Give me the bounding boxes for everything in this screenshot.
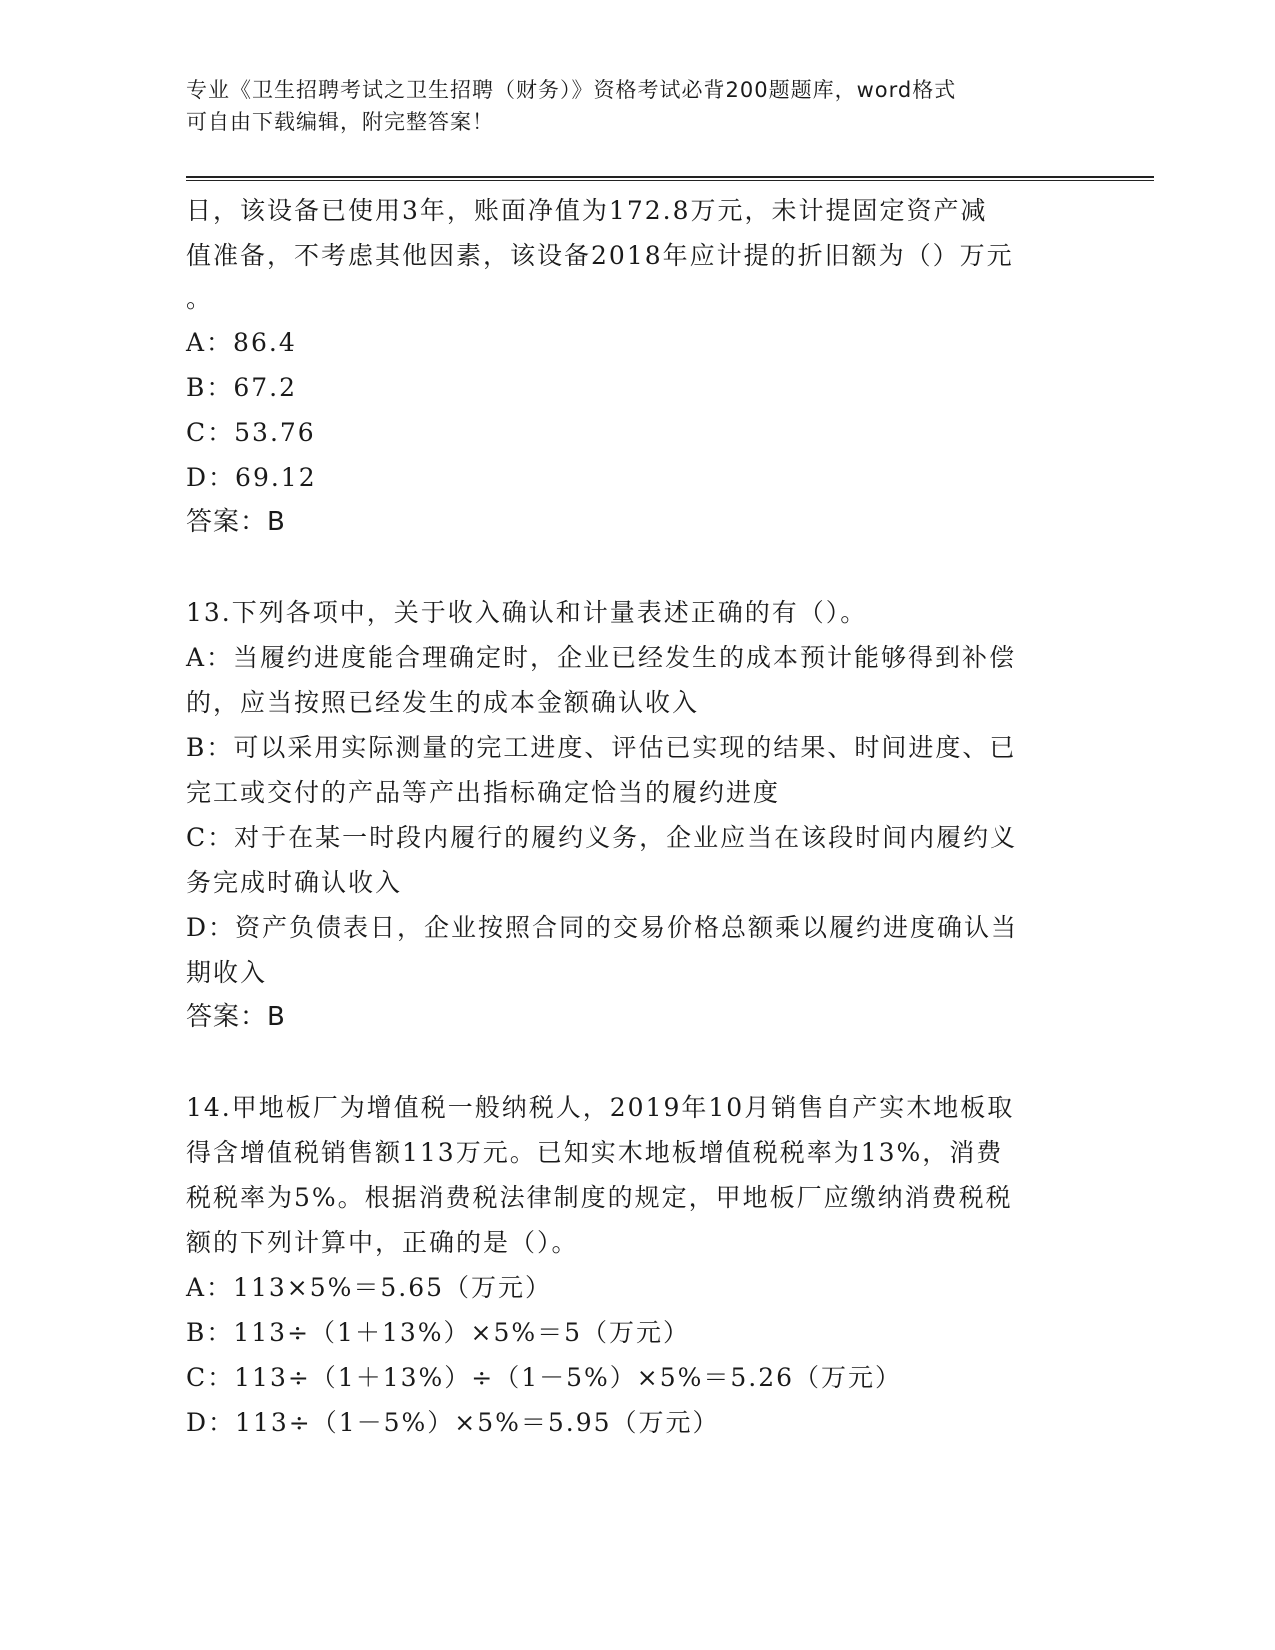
option-d: D：69.12 [186, 463, 317, 492]
option-d: D：资产负债表日，企业按照合同的交易价格总额乘以履约进度确认当 [186, 913, 1019, 942]
question-stem-line: 税税率为5%。根据消费税法律制度的规定，甲地板厂应缴纳消费税税 [186, 1183, 1013, 1212]
question-stem: 13.下列各项中，关于收入确认和计量表述正确的有（）。 [186, 598, 868, 627]
question-stem-line: 额的下列计算中，正确的是（）。 [186, 1228, 579, 1257]
option-b: B：可以采用实际测量的完工进度、评估已实现的结果、时间进度、已 [186, 733, 1017, 762]
page-header [186, 74, 1066, 138]
question-14 [186, 1085, 1066, 1445]
option-a-continued: 的，应当按照已经发生的成本金额确认收入 [186, 688, 700, 717]
option-a: A：当履约进度能合理确定时，企业已经发生的成本预计能够得到补偿 [186, 643, 1017, 672]
option-a: A：113×5%＝5.65（万元） [186, 1273, 553, 1302]
option-a: A：86.4 [186, 328, 297, 357]
option-b-continued: 完工或交付的产品等产出指标确定恰当的履约进度 [186, 778, 781, 807]
answer-label: 答案：B [186, 1002, 286, 1032]
option-c: C：53.76 [186, 418, 316, 447]
option-d-continued: 期收入 [186, 958, 268, 987]
question-12-continued [186, 188, 1066, 545]
question-text-line: 。 [186, 284, 214, 313]
option-c-continued: 务完成时确认收入 [186, 868, 403, 897]
question-text-line: 日，该设备已使用3年，账面净值为172.8万元，未计提固定资产减 [186, 196, 988, 225]
document-body [186, 188, 1066, 1445]
question-stem-line: 14.甲地板厂为增值税一般纳税人，2019年10月销售自产实木地板取 [186, 1093, 1015, 1122]
answer-label: 答案：B [186, 507, 286, 537]
option-d: D：113÷（1－5%）×5%＝5.95（万元） [186, 1408, 720, 1437]
option-b: B：113÷（1＋13%）×5%＝5（万元） [186, 1318, 691, 1347]
blank-line [186, 545, 1066, 590]
header-title-line-1: 专业《卫生招聘考试之卫生招聘（财务）》资格考试必背200题题库，word格式 [186, 78, 957, 102]
option-b: B：67.2 [186, 373, 298, 402]
question-stem-line: 得含增值税销售额113万元。已知实木地板增值税税率为13%，消费 [186, 1138, 1004, 1167]
blank-line [186, 1040, 1066, 1085]
question-13 [186, 590, 1066, 1040]
option-c: C：对于在某一时段内履行的履约义务，企业应当在该段时间内履约义 [186, 823, 1018, 852]
option-c: C：113÷（1＋13%）÷（1－5%）×5%＝5.26（万元） [186, 1363, 903, 1392]
question-text-line: 值准备，不考虑其他因素，该设备2018年应计提的折旧额为（）万元 [186, 241, 1014, 270]
header-divider [186, 176, 1154, 181]
header-title-line-2: 可自由下载编辑，附完整答案！ [186, 110, 494, 134]
